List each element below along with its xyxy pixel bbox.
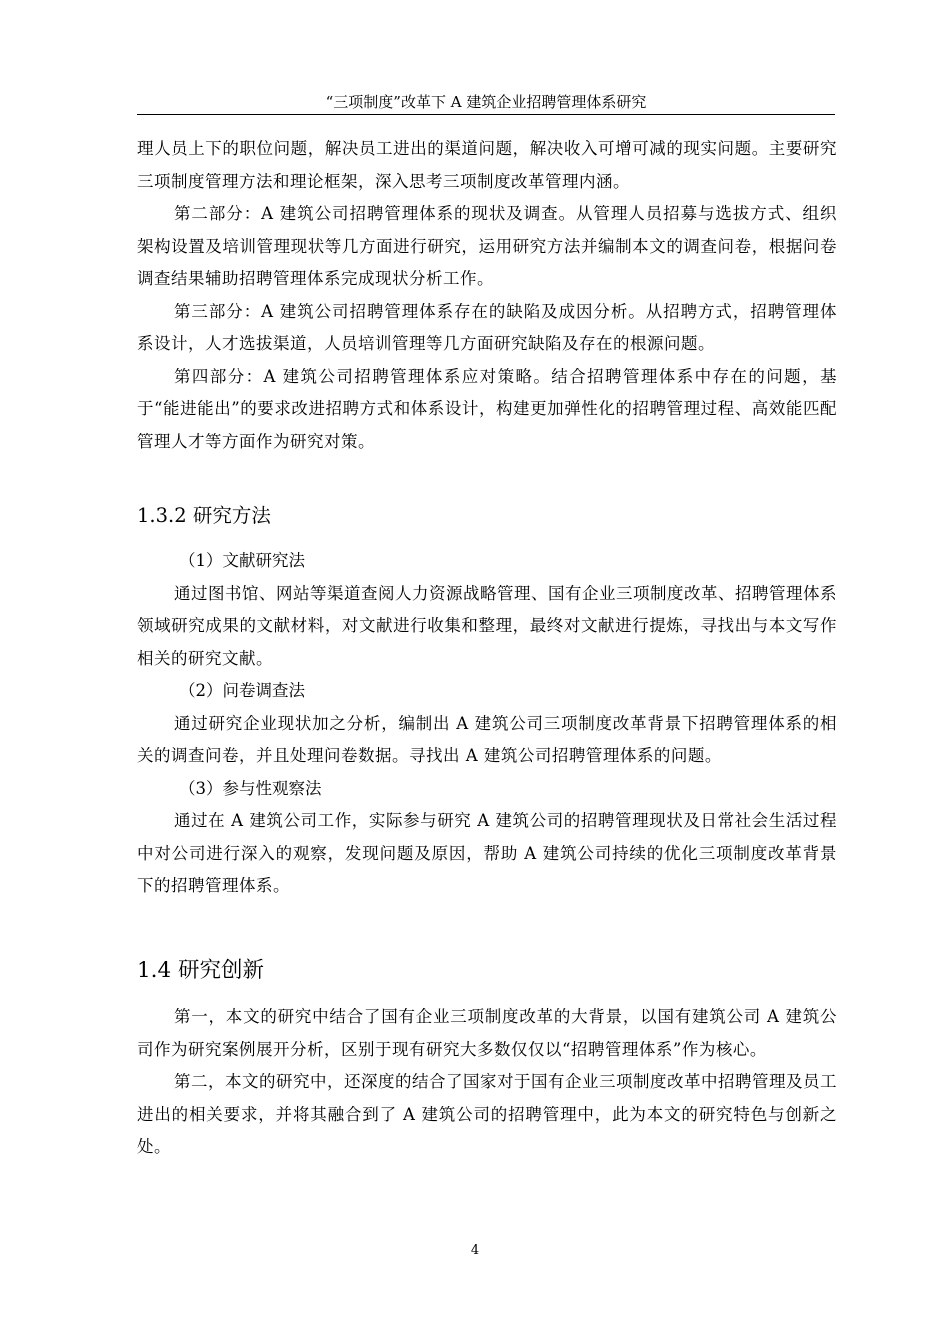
method-2-title: （2）问卷调查法 [179, 681, 305, 700]
page-number: 4 [470, 1243, 480, 1258]
running-header: “三项制度”改革下 A 建筑企业招聘管理体系研究 [137, 90, 835, 115]
research-methods-body [137, 545, 837, 903]
section-heading-1-4: 1.4 研究创新 [137, 958, 265, 983]
intro-section [137, 133, 837, 458]
method-1-text: 通过图书馆、网站等渠道查阅人力资源战略管理、国有企业三项制度改革、招聘管理体系领域研究成果的文献材料，对文献进行收集和整理，最终对文献进行提炼，寻找出与本文写作相关的研究文献。 [137, 583, 837, 668]
method-1-title: （1）文献研究法 [179, 551, 305, 570]
innovation-body [137, 1001, 837, 1164]
innovation-paragraph-2: 第二，本文的研究中，还深度的结合了国家对于国有企业三项制度改革中招聘管理及员工进出的相关要求，并将其融合到了 A 建筑公司的招聘管理中，此为本文的研究特色与创新之处。 [137, 1072, 837, 1156]
innovation-section [137, 955, 837, 987]
method-3-text: 通过在 A 建筑公司工作，实际参与研究 A 建筑公司的招聘管理现状及日常社会生活过程中对公司进行深入的观察，发现问题及原因，帮助 A 建筑公司持续的优化三项制度改革背景下的招聘管理体系。 [137, 811, 837, 895]
method-3-title: （3）参与性观察法 [179, 778, 322, 798]
intro-paragraph-4: 第四部分：A 建筑公司招聘管理体系应对策略。结合招聘管理体系中存在的问题，基于“能进能出”的要求改进招聘方式和体系设计，构建更加弹性化的招聘管理过程、高效能匹配管理人才等方面作为研究对策。 [137, 366, 837, 451]
innovation-paragraph-1: 第一，本文的研究中结合了国有企业三项制度改革的大背景，以国有建筑公司 A 建筑公司作为研究案例展开分析，区别于现有研究大多数仅仅以“招聘管理体系”作为核心。 [137, 1007, 837, 1059]
method-2-text: 通过研究企业现状加之分析，编制出 A 建筑公司三项制度改革背景下招聘管理体系的相关的调查问卷，并且处理问卷数据。寻找出 A 建筑公司招聘管理体系的问题。 [137, 713, 837, 765]
intro-paragraph-3: 第三部分：A 建筑公司招聘管理体系存在的缺陷及成因分析。从招聘方式，招聘管理体系设计，人才选拔渠道，人员培训管理等几方面研究缺陷及存在的根源问题。 [137, 301, 837, 353]
section-heading-1-3-2: 1.3.2 研究方法 [137, 504, 271, 527]
intro-paragraph-2: 第二部分：A 建筑公司招聘管理体系的现状及调查。从管理人员招募与选拔方式、组织架构设置及培训管理现状等几方面进行研究，运用研究方法并编制本文的调查问卷，根据问卷调查结果辅助招聘管理体系完成现状分析工作。 [137, 204, 837, 288]
intro-paragraph-1: 理人员上下的职位问题，解决员工进出的渠道问题，解决收入可增可减的现实问题。主要研究三项制度管理方法和理论框架，深入思考三项制度改革管理内涵。 [137, 139, 837, 191]
research-methods-section [137, 500, 837, 532]
